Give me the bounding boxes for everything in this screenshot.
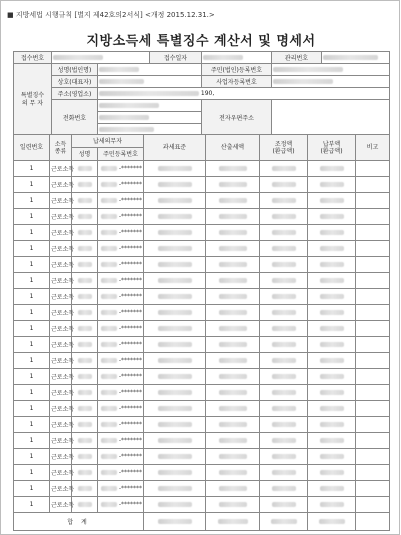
calculated-tax-cell bbox=[206, 465, 260, 481]
serial-cell: 1 bbox=[14, 177, 50, 193]
serial-cell: 1 bbox=[14, 353, 50, 369]
adjusted-cell bbox=[260, 161, 308, 177]
table-row bbox=[14, 225, 390, 241]
remarks-cell bbox=[356, 449, 390, 465]
resident-id-cell bbox=[98, 177, 144, 193]
calculated-tax-cell bbox=[206, 369, 260, 385]
table-row bbox=[14, 289, 390, 305]
resident-id-cell bbox=[98, 225, 144, 241]
table-row bbox=[14, 177, 390, 193]
corp-reg-value bbox=[272, 64, 390, 76]
name-cell bbox=[72, 369, 98, 385]
resident-id-cell bbox=[98, 337, 144, 353]
name-value bbox=[98, 64, 202, 76]
resident-id-cell bbox=[98, 433, 144, 449]
paid-cell bbox=[308, 241, 356, 257]
serial-cell: 1 bbox=[14, 433, 50, 449]
name-cell bbox=[72, 305, 98, 321]
withholder-info-table bbox=[13, 51, 390, 136]
resident-id-mask: -******* bbox=[118, 213, 143, 220]
resident-id-cell bbox=[98, 481, 144, 497]
adjusted-cell bbox=[260, 353, 308, 369]
receipt-date-label: 접수일자 bbox=[150, 52, 202, 64]
resident-id-cell bbox=[98, 289, 144, 305]
receipt-number-label: 접수번호 bbox=[14, 52, 52, 64]
paid-cell bbox=[308, 273, 356, 289]
paid-cell bbox=[308, 321, 356, 337]
serial-cell: 1 bbox=[14, 385, 50, 401]
serial-cell: 1 bbox=[14, 305, 50, 321]
paid-cell bbox=[308, 385, 356, 401]
tax-base-cell bbox=[144, 497, 206, 513]
calculated-tax-cell bbox=[206, 289, 260, 305]
remarks-cell bbox=[356, 401, 390, 417]
resident-id-mask: -******* bbox=[118, 373, 143, 380]
paid-cell bbox=[308, 481, 356, 497]
paid-cell bbox=[308, 289, 356, 305]
resident-id-cell bbox=[98, 465, 144, 481]
paid-cell bbox=[308, 209, 356, 225]
law-reference: ■ 지방세법 시행규칙 [별지 제42호의2서식] <개정 2015.12.31.> bbox=[7, 11, 215, 19]
table-row bbox=[14, 497, 390, 513]
income-type-cell: 근로소득 bbox=[50, 257, 72, 273]
col-taxpayer: 납세의무자 bbox=[72, 135, 144, 148]
resident-id-mask: -******* bbox=[118, 341, 143, 348]
adjusted-cell bbox=[260, 337, 308, 353]
remarks-cell bbox=[356, 385, 390, 401]
tax-base-cell bbox=[144, 385, 206, 401]
tax-base-cell bbox=[144, 337, 206, 353]
tax-base-cell bbox=[144, 321, 206, 337]
remarks-cell bbox=[356, 497, 390, 513]
income-type-cell: 근로소득 bbox=[50, 305, 72, 321]
col-adjusted: 조정액 (환급액) bbox=[260, 135, 308, 161]
table-row bbox=[14, 209, 390, 225]
name-cell bbox=[72, 321, 98, 337]
income-type-cell: 근로소득 bbox=[50, 465, 72, 481]
tax-base-cell bbox=[144, 225, 206, 241]
name-cell bbox=[72, 257, 98, 273]
income-type-cell: 근로소득 bbox=[50, 433, 72, 449]
name-cell bbox=[72, 225, 98, 241]
col-remarks: 비고 bbox=[356, 135, 390, 161]
resident-id-cell bbox=[98, 273, 144, 289]
adjusted-cell bbox=[260, 193, 308, 209]
name-cell bbox=[72, 385, 98, 401]
remarks-cell bbox=[356, 369, 390, 385]
resident-id-mask: -******* bbox=[118, 357, 143, 364]
name-cell bbox=[72, 289, 98, 305]
total-tax-base bbox=[144, 513, 206, 531]
withholding-detail-table bbox=[13, 134, 390, 531]
remarks-cell bbox=[356, 209, 390, 225]
serial-cell: 1 bbox=[14, 481, 50, 497]
resident-id-mask: -******* bbox=[118, 229, 143, 236]
calculated-tax-cell bbox=[206, 321, 260, 337]
phone-value-2 bbox=[98, 112, 202, 124]
name-cell bbox=[72, 177, 98, 193]
serial-cell: 1 bbox=[14, 225, 50, 241]
paid-cell bbox=[308, 401, 356, 417]
paid-cell bbox=[308, 433, 356, 449]
calculated-tax-cell bbox=[206, 257, 260, 273]
serial-cell: 1 bbox=[14, 273, 50, 289]
paid-cell bbox=[308, 161, 356, 177]
income-type-cell: 근로소득 bbox=[50, 401, 72, 417]
calculated-tax-cell bbox=[206, 337, 260, 353]
resident-id-cell bbox=[98, 385, 144, 401]
adjusted-cell bbox=[260, 465, 308, 481]
remarks-cell bbox=[356, 161, 390, 177]
management-number-label: 관리번호 bbox=[272, 52, 322, 64]
name-cell bbox=[72, 273, 98, 289]
income-type-cell: 근로소득 bbox=[50, 161, 72, 177]
paid-cell bbox=[308, 337, 356, 353]
address-value bbox=[98, 88, 390, 100]
total-label: 합 계 bbox=[14, 513, 144, 531]
tax-base-cell bbox=[144, 289, 206, 305]
tax-base-cell bbox=[144, 353, 206, 369]
resident-id-mask: -******* bbox=[118, 293, 143, 300]
name-cell bbox=[72, 241, 98, 257]
remarks-cell bbox=[356, 225, 390, 241]
income-type-cell: 근로소득 bbox=[50, 241, 72, 257]
table-row bbox=[14, 465, 390, 481]
income-type-cell: 근로소득 bbox=[50, 497, 72, 513]
resident-id-mask: -******* bbox=[118, 389, 143, 396]
calculated-tax-cell bbox=[206, 417, 260, 433]
income-type-cell: 근로소득 bbox=[50, 289, 72, 305]
company-label: 상호(대표자) bbox=[52, 76, 98, 88]
col-tax-base: 과세표준 bbox=[144, 135, 206, 161]
name-cell bbox=[72, 353, 98, 369]
calculated-tax-cell bbox=[206, 481, 260, 497]
tax-base-cell bbox=[144, 257, 206, 273]
table-row bbox=[14, 481, 390, 497]
name-cell bbox=[72, 209, 98, 225]
address-label: 주소(영업소) bbox=[52, 88, 98, 100]
income-type-cell: 근로소득 bbox=[50, 273, 72, 289]
tax-base-cell bbox=[144, 273, 206, 289]
company-value bbox=[98, 76, 202, 88]
calculated-tax-cell bbox=[206, 433, 260, 449]
paid-cell bbox=[308, 225, 356, 241]
table-row bbox=[14, 273, 390, 289]
remarks-cell bbox=[356, 241, 390, 257]
resident-id-cell bbox=[98, 209, 144, 225]
income-type-cell: 근로소득 bbox=[50, 337, 72, 353]
resident-id-cell bbox=[98, 257, 144, 273]
calculated-tax-cell bbox=[206, 385, 260, 401]
resident-id-mask: -******* bbox=[118, 261, 143, 268]
serial-cell: 1 bbox=[14, 369, 50, 385]
table-row bbox=[14, 433, 390, 449]
tax-base-cell bbox=[144, 401, 206, 417]
resident-id-cell bbox=[98, 497, 144, 513]
tax-base-cell bbox=[144, 193, 206, 209]
serial-cell: 1 bbox=[14, 209, 50, 225]
name-cell bbox=[72, 401, 98, 417]
income-type-cell: 근로소득 bbox=[50, 321, 72, 337]
corp-reg-label: 주민(법인)등록번호 bbox=[202, 64, 272, 76]
total-calculated-tax bbox=[206, 513, 260, 531]
adjusted-cell bbox=[260, 433, 308, 449]
table-row bbox=[14, 449, 390, 465]
resident-id-cell bbox=[98, 353, 144, 369]
document-title: 지방소득세 특별징수 계산서 및 명세서 bbox=[86, 34, 316, 49]
adjusted-cell bbox=[260, 177, 308, 193]
col-name: 성명 bbox=[72, 148, 98, 161]
tax-base-cell bbox=[144, 481, 206, 497]
paid-cell bbox=[308, 369, 356, 385]
name-cell bbox=[72, 481, 98, 497]
adjusted-cell bbox=[260, 289, 308, 305]
tax-base-cell bbox=[144, 209, 206, 225]
adjusted-cell bbox=[260, 209, 308, 225]
remarks-cell bbox=[356, 257, 390, 273]
calculated-tax-cell bbox=[206, 305, 260, 321]
name-cell bbox=[72, 449, 98, 465]
tax-base-cell bbox=[144, 449, 206, 465]
serial-cell: 1 bbox=[14, 497, 50, 513]
table-row bbox=[14, 161, 390, 177]
remarks-cell bbox=[356, 433, 390, 449]
table-row bbox=[14, 369, 390, 385]
remarks-cell bbox=[356, 481, 390, 497]
resident-id-cell bbox=[98, 369, 144, 385]
calculated-tax-cell bbox=[206, 353, 260, 369]
table-row bbox=[14, 305, 390, 321]
serial-cell: 1 bbox=[14, 321, 50, 337]
calculated-tax-cell bbox=[206, 161, 260, 177]
income-type-cell: 근로소득 bbox=[50, 177, 72, 193]
resident-id-cell bbox=[98, 321, 144, 337]
phone-value-1 bbox=[98, 100, 202, 112]
tax-base-cell bbox=[144, 369, 206, 385]
income-type-cell: 근로소득 bbox=[50, 417, 72, 433]
email-label: 전자우편주소 bbox=[202, 100, 272, 136]
resident-id-cell bbox=[98, 305, 144, 321]
paid-cell bbox=[308, 497, 356, 513]
adjusted-cell bbox=[260, 257, 308, 273]
col-calculated-tax: 산출세액 bbox=[206, 135, 260, 161]
income-type-cell: 근로소득 bbox=[50, 369, 72, 385]
income-type-cell: 근로소득 bbox=[50, 385, 72, 401]
remarks-cell bbox=[356, 465, 390, 481]
business-reg-label: 사업자등록번호 bbox=[202, 76, 272, 88]
resident-id-cell bbox=[98, 193, 144, 209]
address-suffix: 190, bbox=[200, 90, 215, 97]
calculated-tax-cell bbox=[206, 449, 260, 465]
resident-id-mask: -******* bbox=[118, 197, 143, 204]
table-row bbox=[14, 337, 390, 353]
table-row bbox=[14, 385, 390, 401]
serial-cell: 1 bbox=[14, 193, 50, 209]
adjusted-cell bbox=[260, 449, 308, 465]
col-paid: 납부액 (환급액) bbox=[308, 135, 356, 161]
serial-cell: 1 bbox=[14, 465, 50, 481]
table-row bbox=[14, 321, 390, 337]
adjusted-cell bbox=[260, 481, 308, 497]
paid-cell bbox=[308, 193, 356, 209]
tax-base-cell bbox=[144, 161, 206, 177]
withholder-section-label: 특별징수 의 무 자 bbox=[14, 64, 52, 136]
income-type-cell: 근로소득 bbox=[50, 225, 72, 241]
table-row bbox=[14, 241, 390, 257]
remarks-cell bbox=[356, 353, 390, 369]
adjusted-cell bbox=[260, 321, 308, 337]
resident-id-mask: -******* bbox=[118, 485, 143, 492]
income-type-cell: 근로소득 bbox=[50, 449, 72, 465]
serial-cell: 1 bbox=[14, 337, 50, 353]
management-number-value bbox=[322, 52, 390, 64]
income-type-cell: 근로소득 bbox=[50, 209, 72, 225]
resident-id-mask: -******* bbox=[118, 245, 143, 252]
remarks-cell bbox=[356, 321, 390, 337]
resident-id-mask: -******* bbox=[118, 453, 143, 460]
serial-cell: 1 bbox=[14, 401, 50, 417]
col-resident-id: 주민등록번호 bbox=[98, 148, 144, 161]
resident-id-mask: -******* bbox=[118, 501, 143, 508]
paid-cell bbox=[308, 353, 356, 369]
resident-id-cell bbox=[98, 401, 144, 417]
table-row bbox=[14, 353, 390, 369]
calculated-tax-cell bbox=[206, 273, 260, 289]
resident-id-mask: -******* bbox=[118, 325, 143, 332]
adjusted-cell bbox=[260, 401, 308, 417]
total-row bbox=[14, 513, 390, 531]
resident-id-mask: -******* bbox=[118, 181, 143, 188]
adjusted-cell bbox=[260, 497, 308, 513]
resident-id-mask: -******* bbox=[118, 469, 143, 476]
remarks-cell bbox=[356, 289, 390, 305]
calculated-tax-cell bbox=[206, 401, 260, 417]
table-row bbox=[14, 401, 390, 417]
adjusted-cell bbox=[260, 369, 308, 385]
resident-id-mask: -******* bbox=[118, 165, 143, 172]
resident-id-cell bbox=[98, 241, 144, 257]
paid-cell bbox=[308, 449, 356, 465]
total-remarks bbox=[356, 513, 390, 531]
tax-base-cell bbox=[144, 417, 206, 433]
table-row bbox=[14, 193, 390, 209]
paid-cell bbox=[308, 465, 356, 481]
business-reg-value bbox=[272, 76, 390, 88]
calculated-tax-cell bbox=[206, 177, 260, 193]
tax-base-cell bbox=[144, 465, 206, 481]
remarks-cell bbox=[356, 177, 390, 193]
resident-id-mask: -******* bbox=[118, 405, 143, 412]
name-cell bbox=[72, 433, 98, 449]
tax-base-cell bbox=[144, 177, 206, 193]
name-cell bbox=[72, 337, 98, 353]
income-type-cell: 근로소득 bbox=[50, 481, 72, 497]
adjusted-cell bbox=[260, 385, 308, 401]
calculated-tax-cell bbox=[206, 497, 260, 513]
detail-rows bbox=[14, 161, 390, 513]
tax-base-cell bbox=[144, 305, 206, 321]
name-label: 성명(법인명) bbox=[52, 64, 98, 76]
serial-cell: 1 bbox=[14, 289, 50, 305]
table-row bbox=[14, 417, 390, 433]
serial-cell: 1 bbox=[14, 257, 50, 273]
resident-id-cell bbox=[98, 417, 144, 433]
resident-id-cell bbox=[98, 161, 144, 177]
paid-cell bbox=[308, 417, 356, 433]
calculated-tax-cell bbox=[206, 193, 260, 209]
paid-cell bbox=[308, 177, 356, 193]
paid-cell bbox=[308, 257, 356, 273]
calculated-tax-cell bbox=[206, 209, 260, 225]
receipt-number-value bbox=[52, 52, 150, 64]
resident-id-mask: -******* bbox=[118, 277, 143, 284]
calculated-tax-cell bbox=[206, 241, 260, 257]
adjusted-cell bbox=[260, 305, 308, 321]
calculated-tax-cell bbox=[206, 225, 260, 241]
total-paid bbox=[308, 513, 356, 531]
resident-id-mask: -******* bbox=[118, 437, 143, 444]
remarks-cell bbox=[356, 417, 390, 433]
serial-cell: 1 bbox=[14, 417, 50, 433]
resident-id-mask: -******* bbox=[118, 421, 143, 428]
adjusted-cell bbox=[260, 273, 308, 289]
tax-base-cell bbox=[144, 241, 206, 257]
tax-base-cell bbox=[144, 433, 206, 449]
serial-cell: 1 bbox=[14, 449, 50, 465]
resident-id-mask: -******* bbox=[118, 309, 143, 316]
receipt-date-value bbox=[202, 52, 272, 64]
adjusted-cell bbox=[260, 225, 308, 241]
remarks-cell bbox=[356, 337, 390, 353]
adjusted-cell bbox=[260, 241, 308, 257]
col-serial: 일련번호 bbox=[14, 135, 50, 161]
phone-label: 전화번호 bbox=[52, 100, 98, 136]
adjusted-cell bbox=[260, 417, 308, 433]
remarks-cell bbox=[356, 193, 390, 209]
income-type-cell: 근로소득 bbox=[50, 193, 72, 209]
remarks-cell bbox=[356, 273, 390, 289]
col-income-type: 소득 종류 bbox=[50, 135, 72, 161]
resident-id-cell bbox=[98, 449, 144, 465]
name-cell bbox=[72, 417, 98, 433]
receipt-row bbox=[14, 52, 390, 64]
name-cell bbox=[72, 465, 98, 481]
income-type-cell: 근로소득 bbox=[50, 353, 72, 369]
serial-cell: 1 bbox=[14, 161, 50, 177]
name-cell bbox=[72, 193, 98, 209]
remarks-cell bbox=[356, 305, 390, 321]
paid-cell bbox=[308, 305, 356, 321]
total-adjusted bbox=[260, 513, 308, 531]
name-cell bbox=[72, 161, 98, 177]
name-cell bbox=[72, 497, 98, 513]
serial-cell: 1 bbox=[14, 241, 50, 257]
table-row bbox=[14, 257, 390, 273]
email-value bbox=[272, 100, 390, 136]
